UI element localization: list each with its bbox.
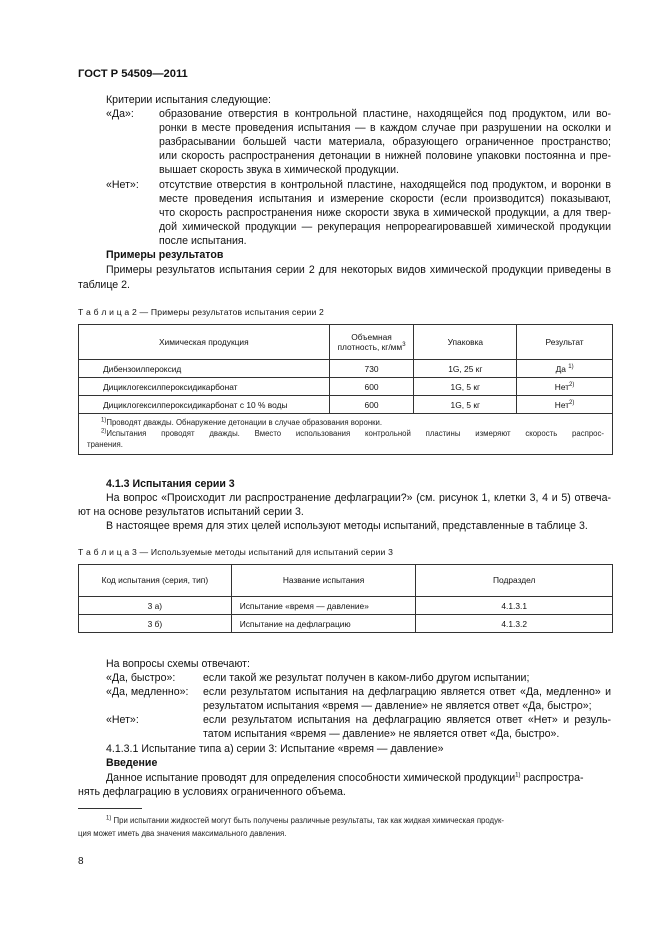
table3-cell-code: 3 б) bbox=[79, 615, 232, 633]
criteria-yes-line: образование отверстия в контрольной пластине, находящейся под продуктом, или во- bbox=[159, 108, 611, 120]
criteria-no-line: отсутствие отверстия в контрольной пластине, находящейся под продуктом, и воронки в bbox=[159, 179, 611, 191]
criteria-no-label: «Нет»: bbox=[106, 179, 139, 191]
page-number: 8 bbox=[78, 856, 84, 867]
criteria-yes-label: «Да»: bbox=[106, 108, 134, 120]
criteria-yes-line: вышает скорость звука в химической продукции. bbox=[159, 164, 400, 176]
table2-note bbox=[87, 428, 604, 439]
answers-slow-line: результатом испытания «время — давление» не является ответ «Да, быстро»; bbox=[203, 700, 592, 712]
introduction-line-text: Данное испытание проводят для определения способности химической продукции bbox=[106, 772, 516, 784]
introduction-line: нять дефлаграцию в условиях ограниченного объема. bbox=[78, 786, 346, 798]
table2-cell-product: Дициклогексилпероксидикарбонат с 10 % воды bbox=[79, 396, 330, 414]
criteria-no-line: что скорость распространения ниже скорости звука в химической продукции, а для твер- bbox=[159, 207, 611, 219]
table2-cell-result bbox=[517, 360, 613, 378]
table3-header-sub: Подраздел bbox=[416, 565, 613, 597]
answers-fast-text: если такой же результат получен в каком-либо другом испытании; bbox=[203, 672, 530, 684]
criteria-intro: Критерии испытания следующие: bbox=[106, 94, 271, 106]
section-4-1-3-p1-line: ют на основе результатов испытаний серии 3. bbox=[78, 506, 304, 518]
table2-note bbox=[87, 417, 604, 428]
criteria-no-line: месте проведения испытания и измерение скорости (если производится) показывают, bbox=[159, 193, 611, 205]
table2-header-package: Упаковка bbox=[414, 325, 517, 360]
table-row bbox=[79, 360, 613, 378]
criteria-no-line: после испытания. bbox=[159, 235, 247, 247]
answers-intro: На вопросы схемы отвечают: bbox=[106, 658, 250, 670]
footnote-mark: 1) bbox=[106, 815, 112, 822]
section-4-1-3-heading: 4.1.3 Испытания серии 3 bbox=[106, 478, 235, 490]
table2-cell-package: 1G, 5 кг bbox=[414, 396, 517, 414]
table2-notes-row bbox=[79, 414, 613, 455]
answers-no-label: «Нет»: bbox=[106, 714, 139, 726]
table2-cell-density: 730 bbox=[329, 360, 414, 378]
section-4-1-3-p1-line: На вопрос «Происходит ли распространение дефлаграции?» (см. рисунок 1, клетки 3, 4 и 5) отвеча- bbox=[106, 492, 611, 504]
answers-no-line: если результатом испытания на дефлаграцию является ответ «Нет» и резуль- bbox=[203, 714, 611, 726]
table-row bbox=[79, 597, 613, 615]
footnote-line bbox=[106, 815, 504, 826]
table3-cell-sub: 4.1.3.2 bbox=[416, 615, 613, 633]
examples-text-line: таблице 2. bbox=[78, 279, 130, 291]
table2-cell-density: 600 bbox=[329, 378, 414, 396]
table2-result-text: Нет bbox=[554, 399, 570, 410]
table2 bbox=[78, 324, 613, 455]
table2-note-text: транения. bbox=[87, 440, 123, 449]
table2-cell-result bbox=[517, 396, 613, 414]
table3-cell-name: Испытание на дефлаграцию bbox=[231, 615, 416, 633]
table3-cell-sub: 4.1.3.1 bbox=[416, 597, 613, 615]
introduction-line-end: распростра- bbox=[520, 772, 584, 784]
standard-header: ГОСТ Р 54509—2011 bbox=[78, 68, 188, 80]
table2-cell-package: 1G, 25 кг bbox=[414, 360, 517, 378]
footnote-line: ция может иметь два значения максимального давления. bbox=[78, 829, 287, 838]
footnote-text: При испытании жидкостей могут быть получены различные результаты, так как жидкая химическая продук- bbox=[111, 816, 505, 825]
table2-header-density-sup: 3 bbox=[402, 342, 406, 349]
table2-header-result: Результат bbox=[517, 325, 613, 360]
table2-result-text: Нет bbox=[554, 381, 570, 392]
criteria-yes-line: разбрасывании большей части материала, образующего ограниченное пространство; bbox=[159, 136, 611, 148]
criteria-yes-line: или скорость распространения детонации в нижней половине упаковки постоянна и пре- bbox=[159, 150, 611, 162]
table-row bbox=[79, 396, 613, 414]
table2-header-density-line1: Объемная bbox=[351, 331, 392, 342]
table2-result-sup: 1) bbox=[568, 363, 574, 370]
examples-text-line: Примеры результатов испытания серии 2 для некоторых видов химической продукции приведены в bbox=[106, 264, 611, 276]
table2-note-text: Испытания проводят дважды. Вместо использования контрольной пластины измеряют скорость распрос- bbox=[106, 429, 604, 438]
criteria-no-line: дой химической продукции — рекуперация непрореагировавшей химической продукции bbox=[159, 221, 611, 233]
table2-cell-result bbox=[517, 378, 613, 396]
introduction-line bbox=[106, 771, 584, 785]
table2-header-row bbox=[79, 325, 613, 360]
answers-slow-line: если результатом испытания на дефлаграцию является ответ «Да, медленно» и bbox=[203, 686, 611, 698]
table-row bbox=[79, 378, 613, 396]
criteria-yes-line: ронки в месте проведения испытания — в каждом случае при разрушении на осколки и bbox=[159, 122, 611, 134]
table2-caption: Т а б л и ц а 2 — Примеры результатов испытания серии 2 bbox=[78, 307, 325, 317]
table3-caption: Т а б л и ц а 3 — Используемые методы испытаний для испытаний серии 3 bbox=[78, 547, 394, 557]
table2-note-mark: 1) bbox=[101, 417, 107, 424]
table3-cell-code: 3 а) bbox=[79, 597, 232, 615]
table2-header-density bbox=[329, 325, 414, 360]
table2-note-mark: 2) bbox=[101, 428, 107, 435]
table2-result-sup: 2) bbox=[569, 399, 575, 406]
introduction-footnote-mark: 1) bbox=[515, 772, 521, 779]
table3-header-code: Код испытания (серия, тип) bbox=[79, 565, 232, 597]
answers-fast-label: «Да, быстро»: bbox=[106, 672, 176, 684]
table2-result-text: Да bbox=[555, 363, 566, 374]
introduction-heading: Введение bbox=[106, 757, 158, 769]
table2-cell-density: 600 bbox=[329, 396, 414, 414]
table3 bbox=[78, 564, 613, 633]
section-4-1-3-p2: В настоящее время для этих целей используют методы испытаний, представленные в таблице 3. bbox=[106, 520, 588, 532]
table2-note-text: Проводят дважды. Обнаружение детонации в случае образования воронки. bbox=[106, 418, 383, 427]
table2-result-sup: 2) bbox=[569, 381, 575, 388]
table-row bbox=[79, 615, 613, 633]
table2-notes bbox=[79, 414, 613, 455]
table2-header-product: Химическая продукция bbox=[79, 325, 330, 360]
table2-cell-product: Дибензоилпероксид bbox=[79, 360, 330, 378]
table3-header-row bbox=[79, 565, 613, 597]
footnote-divider bbox=[78, 808, 142, 809]
table2-note bbox=[87, 439, 604, 450]
table3-header-name: Название испытания bbox=[231, 565, 416, 597]
answers-slow-label: «Да, медленно»: bbox=[106, 686, 189, 698]
section-4-1-3-1-heading: 4.1.3.1 Испытание типа а) серии 3: Испытание «время — давление» bbox=[106, 743, 444, 755]
table2-cell-package: 1G, 5 кг bbox=[414, 378, 517, 396]
answers-no-line: татом испытания «время — давление» не является ответ «Да, быстро». bbox=[203, 728, 560, 740]
table3-cell-name: Испытание «время — давление» bbox=[231, 597, 416, 615]
examples-heading: Примеры результатов bbox=[106, 249, 224, 261]
table2-header-density-line2: плотность, кг/мм bbox=[337, 342, 403, 352]
table2-cell-product: Дициклогексилпероксидикарбонат bbox=[79, 378, 330, 396]
